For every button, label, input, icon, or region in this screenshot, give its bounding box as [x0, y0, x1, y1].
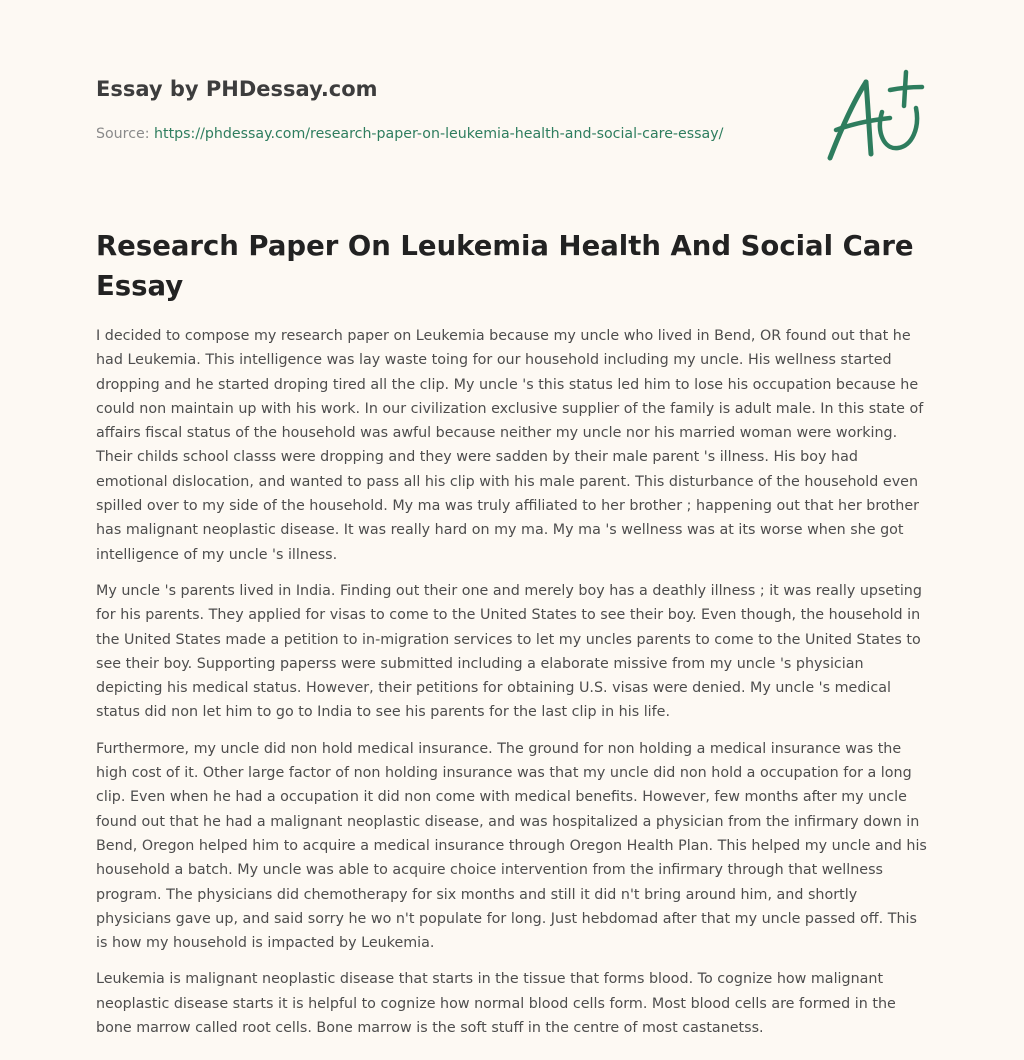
- paragraph: I decided to compose my research paper on Leukemia because my uncle who lived in Bend, OR found out that he had Leukemia. This intelligence was lay waste toing for our household including my uncle. His wellness started dropping and he started droping tired all the clip. My uncle 's this status led him to lose his occupation because he could non maintain up with his work. In our civilization exclusive supplier of the family is adult male. In this state of affairs fiscal status of the household was awful because neither my uncle nor his married woman were working. Their childs school classs were dropping and they were sadden by their male parent 's illness. His boy had emotional dislocation, and wanted to pass all his clip with his male parent. This disturbance of the household even spilled over to my side of the household. My ma was truly affiliated to her brother ; happening out that her brother has malignant neoplastic disease. It was really hard on my ma. My ma 's wellness was at its worse when she got intelligence of my uncle 's illness.: [96, 328, 924, 563]
- article-body: [96, 324, 930, 1052]
- source-label: Source:: [96, 126, 150, 142]
- site-header: [96, 74, 796, 144]
- site-name: Essay by PHDessay.com: [96, 77, 378, 101]
- source-line: [96, 124, 796, 144]
- paragraph: My uncle 's parents lived in India. Finding out their one and merely boy has a deathly illness ; it was really upseting for his parents. They applied for visas to come to the United States to see their boy. Even though, the household in the United States made a petition to in-migration services to let my uncles parents to come to the United States to see their boy. Supporting paperss were submitted including a elaborate missive from my uncle 's physician depicting his medical status. However, their petitions for obtaining U.S. visas were denied. My uncle 's medical status did non let him to go to India to see his parents for the last clip in his life.: [96, 582, 922, 721]
- source-link[interactable]: https://phdessay.com/research-paper-on-leukemia-health-and-social-care-essay/: [154, 126, 724, 142]
- paragraph: Leukemia is malignant neoplastic disease that starts in the tissue that forms blood. To cognize how malignant neoplastic disease starts it is helpful to cognize how normal blood cells form. Most blood cells are formed in the bone marrow called root cells. Bone marrow is the soft stuff in the centre of most castanetss.: [96, 971, 896, 1037]
- a-plus-grade-icon: [822, 66, 932, 166]
- paragraph: Furthermore, my uncle did non hold medical insurance. The ground for non holding a medical insurance was the high cost of it. Other large factor of non holding insurance was that my uncle did non hold a occupation for a long clip. Even when he had a occupation it did non come with medical benefits. However, few months after my uncle found out that he had a malignant neoplastic disease, and was hospitalized a physician from the infirmary down in Bend, Oregon helped him to acquire a medical insurance through Oregon Health Plan. This helped my uncle and his household a batch. My uncle was able to acquire choice intervention from the infirmary through that wellness program. The physicians did chemotherapy for six months and still it did n't bring around him, and shortly physicians gave up, and said sorry he wo n't populate for long. Just hebdomad after that my uncle passed off. This is how my household is impacted by Leukemia.: [96, 740, 927, 952]
- page-title: Research Paper On Leukemia Health And Social Care Essay: [96, 230, 914, 302]
